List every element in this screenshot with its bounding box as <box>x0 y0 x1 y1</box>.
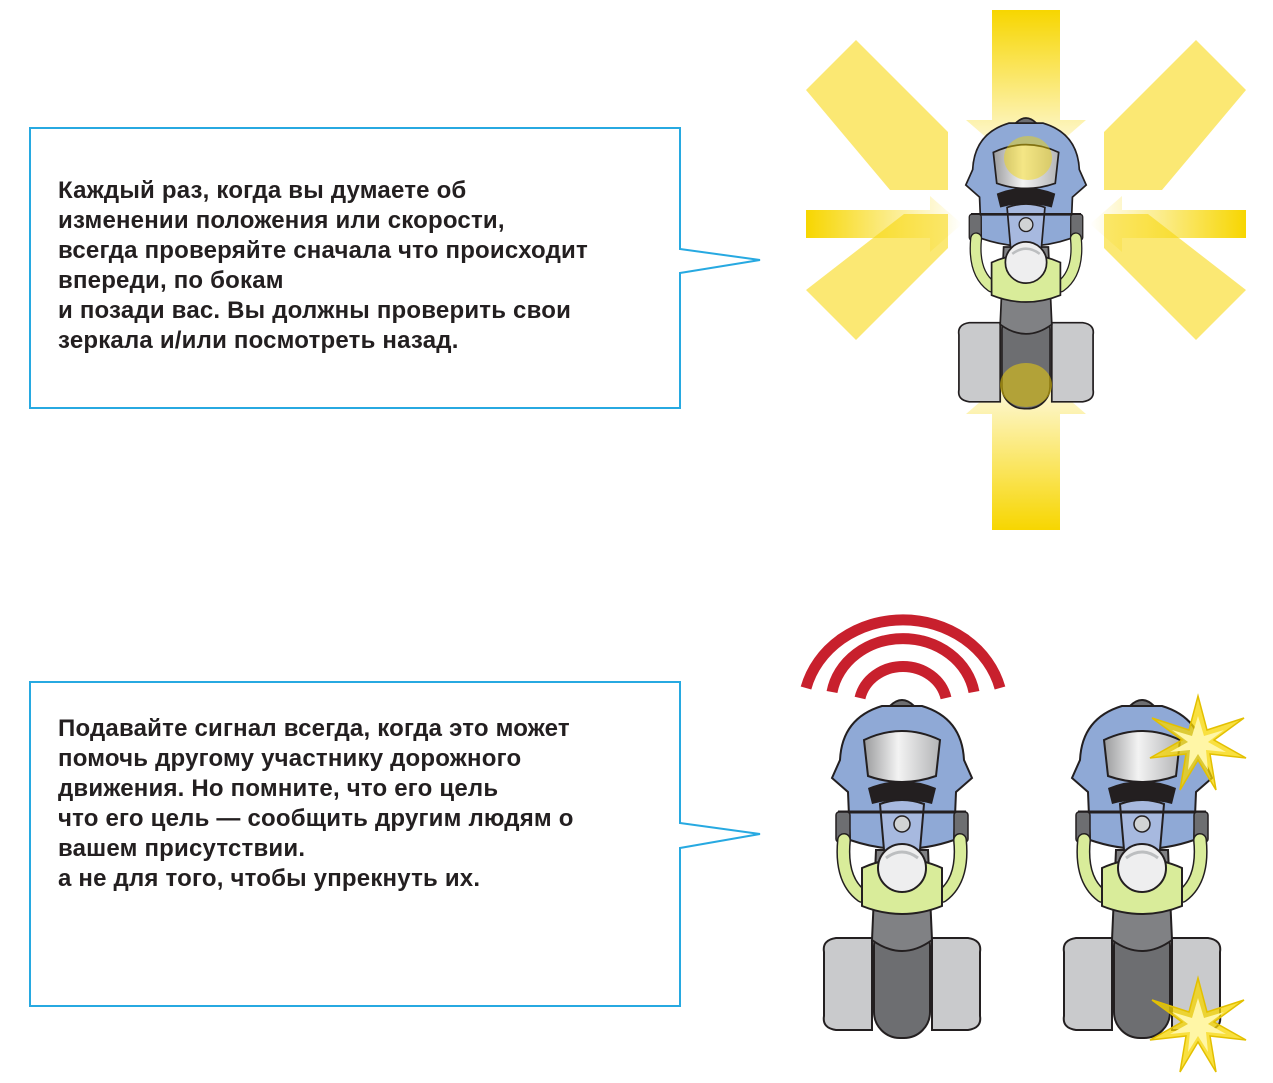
text-line: а не для того, чтобы упрекнуть их. <box>58 865 481 892</box>
text-line: Подавайте сигнал всегда, когда это может <box>58 715 570 742</box>
motorcycle-rider-top-view-icon <box>824 700 981 1038</box>
text-line: впереди, по бокам <box>58 267 284 294</box>
text-line: Каждый раз, когда вы думаете об <box>58 177 467 204</box>
text-line: всегда проверяйте сначала что происходит <box>58 237 588 264</box>
text-line: движения. Но помните, что его цель <box>58 775 499 802</box>
rear-glow <box>1000 363 1052 407</box>
text-line: изменении положения или скорости, <box>58 207 505 234</box>
text-line: и позади вас. Вы должны проверить свои <box>58 297 572 324</box>
front-glow <box>1004 136 1052 180</box>
text-line: помочь другому участнику дорожного <box>58 745 522 772</box>
text-line: вашем присутствии. <box>58 835 306 862</box>
text-line: что его цель — сообщить другим людям о <box>58 805 574 832</box>
text-line: зеркала и/или посмотреть назад. <box>58 327 459 354</box>
horn-sound-waves-icon <box>806 620 1000 698</box>
